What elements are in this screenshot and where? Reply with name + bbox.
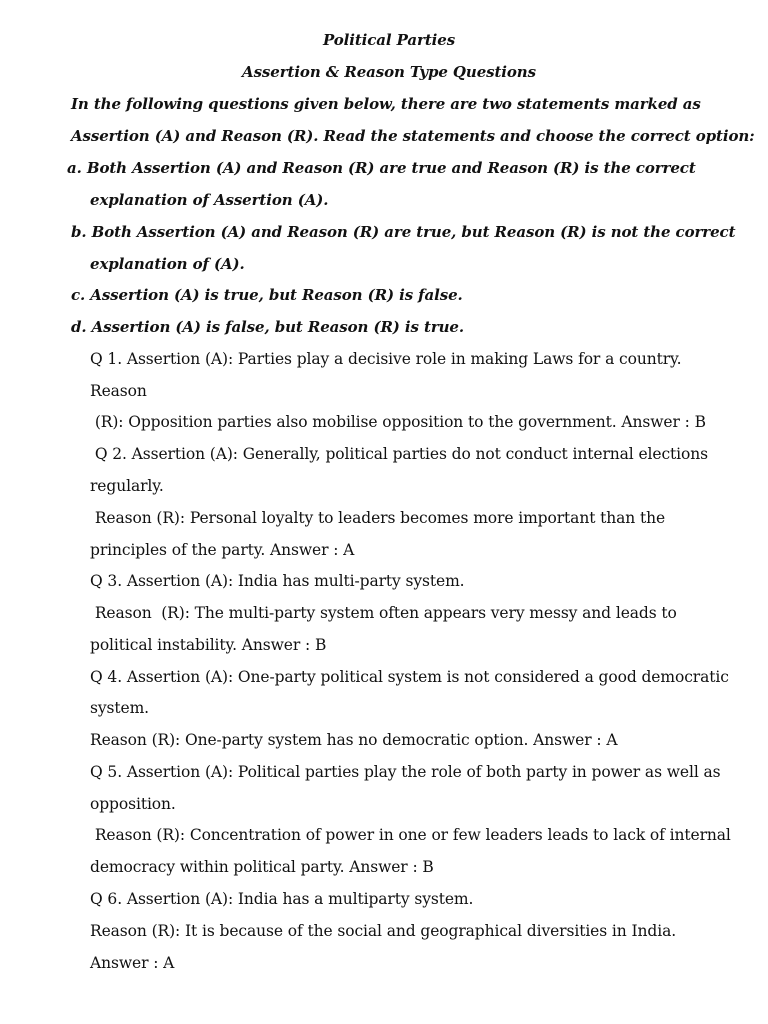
question-line: regularly. xyxy=(90,477,164,495)
question-line: Reason (R): Concentration of power in one or few leaders leads to lack of internal xyxy=(90,826,731,844)
question-line: opposition. xyxy=(90,795,176,813)
question-line: democracy within political party. Answer : B xyxy=(90,858,434,876)
option-a-continued: explanation of Assertion (A). xyxy=(90,191,329,209)
question-line: Reason (R): The multi-party system often appears very messy and leads to xyxy=(90,604,677,622)
option-d: d. Assertion (A) is false, but Reason (R) is true. xyxy=(71,318,464,336)
document-title: Political Parties xyxy=(322,31,456,49)
question-line: Reason (R): Personal loyalty to leaders becomes more important than the xyxy=(90,509,666,527)
question-line: Q 1. Assertion (A): Parties play a decisive role in making Laws for a country. xyxy=(90,350,682,368)
question-line: Q 4. Assertion (A): One-party political system is not considered a good democratic xyxy=(90,668,729,686)
question-line: Q 5. Assertion (A): Political parties play the role of both party in power as well as xyxy=(90,763,721,781)
option-b: b. Both Assertion (A) and Reason (R) are true, but Reason (R) is not the correct xyxy=(71,223,736,241)
instruction-line: Assertion (A) and Reason (R). Read the statements and choose the correct option: xyxy=(71,127,755,145)
option-c: c. Assertion (A) is true, but Reason (R) is false. xyxy=(71,286,463,304)
question-line: system. xyxy=(90,699,149,717)
question-line: Reason xyxy=(90,382,147,400)
document-subtitle: Assertion & Reason Type Questions xyxy=(242,63,536,81)
option-a: a. Both Assertion (A) and Reason (R) are true and Reason (R) is the correct xyxy=(67,159,696,177)
question-line: Reason (R): It is because of the social and geographical diversities in India. xyxy=(90,922,677,940)
question-line: Q 6. Assertion (A): India has a multiparty system. xyxy=(90,890,474,908)
question-line: Answer : A xyxy=(90,954,175,972)
option-b-continued: explanation of (A). xyxy=(90,255,245,273)
question-line: principles of the party. Answer : A xyxy=(90,541,355,559)
question-line: political instability. Answer : B xyxy=(90,636,327,654)
instruction-line: In the following questions given below, there are two statements marked as xyxy=(71,95,701,113)
question-line: Q 3. Assertion (A): India has multi-party system. xyxy=(90,572,465,590)
question-line: Reason (R): One-party system has no democratic option. Answer : A xyxy=(90,731,618,749)
question-line: Q 2. Assertion (A): Generally, political parties do not conduct internal elections xyxy=(90,445,709,463)
question-line: (R): Opposition parties also mobilise opposition to the government. Answer : B xyxy=(90,413,706,431)
